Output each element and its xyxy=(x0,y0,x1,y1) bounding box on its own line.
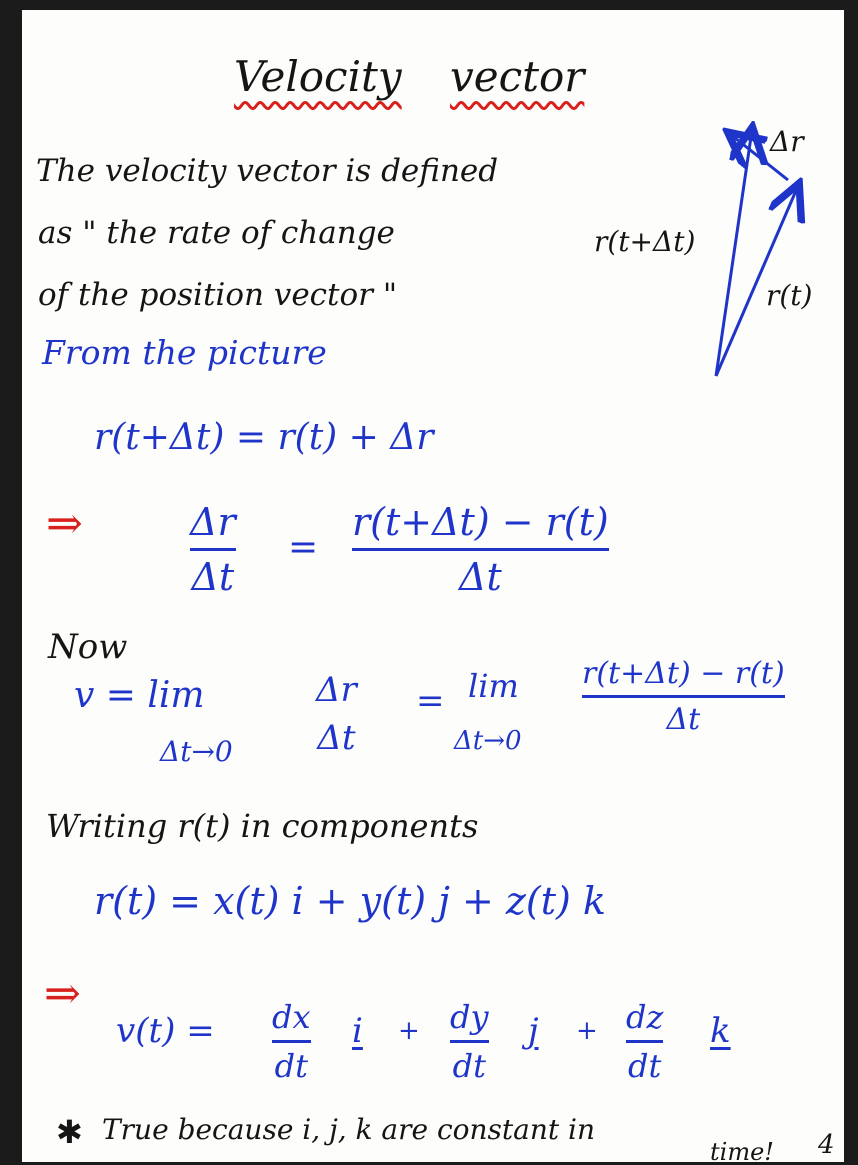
equation-position-sum: r(t+Δt) = r(t) + Δr xyxy=(94,417,434,458)
fraction-numerator: Δr xyxy=(316,670,357,710)
fraction-denominator: dt xyxy=(628,1047,662,1085)
unit-vector-j: j xyxy=(528,1011,539,1051)
definition-line-3: of the position vector " xyxy=(38,277,398,313)
fraction-denominator: dt xyxy=(452,1047,486,1085)
footnote-time-text: time! xyxy=(710,1138,774,1162)
title-word-velocity: Velocity xyxy=(234,52,402,101)
implies-arrow-2: ⇒ xyxy=(44,968,81,1019)
fraction-difference-over-delta-t xyxy=(352,500,609,599)
fraction-delta-r-over-delta-t xyxy=(190,500,236,599)
limit-subscript-2: Δt→0 xyxy=(454,726,522,756)
fraction-bar xyxy=(450,1040,489,1043)
footnote-text: True because i, j, k are constant in xyxy=(102,1113,596,1146)
fraction-numerator: Δr xyxy=(190,500,236,544)
lim-text-2: lim xyxy=(468,667,519,705)
notebook-page xyxy=(22,10,844,1162)
fraction-numerator: dx xyxy=(272,998,311,1036)
fraction-numerator: r(t+Δt) − r(t) xyxy=(352,500,609,544)
definition-line-2: as " the rate of change xyxy=(38,215,395,251)
fraction-bar xyxy=(626,1040,663,1043)
equals-sign-1: = xyxy=(288,527,319,568)
fraction-denominator: dt xyxy=(274,1047,308,1085)
limit-subscript-1: Δt→0 xyxy=(160,735,233,768)
implies-arrow-1: ⇒ xyxy=(46,498,83,549)
fraction-numerator: dy xyxy=(450,998,489,1036)
fraction-bar xyxy=(352,548,609,551)
equation-components: r(t) = x(t) i + y(t) j + z(t) k xyxy=(94,879,606,923)
fraction-delta-r-over-delta-t-2 xyxy=(316,670,357,758)
diagram-label-delta-r: Δr xyxy=(770,125,804,158)
velocity-lim-text: v = lim xyxy=(74,675,205,716)
fraction-bar xyxy=(272,1040,311,1043)
fraction-numerator: dz xyxy=(626,998,664,1036)
now-text: Now xyxy=(48,627,128,667)
fraction-bar xyxy=(190,548,236,551)
from-the-picture-text: From the picture xyxy=(42,333,327,372)
plus-sign-1: + xyxy=(398,1016,420,1046)
fraction-denominator: Δt xyxy=(459,555,502,599)
fraction-denominator: Δt xyxy=(191,555,235,599)
unit-vector-k: k xyxy=(710,1011,731,1051)
writing-components-text: Writing r(t) in components xyxy=(46,807,479,845)
fraction-denominator: Δt xyxy=(666,702,701,737)
asterisk-icon: ✱ xyxy=(56,1113,83,1151)
title-word-vector: vector xyxy=(450,52,585,101)
fraction-bar xyxy=(582,695,785,698)
fraction-dy-dt xyxy=(450,998,489,1085)
fraction-dx-dt xyxy=(272,998,311,1085)
unit-vector-i: i xyxy=(352,1011,363,1051)
definition-line-1: The velocity vector is defined xyxy=(36,153,499,189)
fraction-limit-difference xyxy=(582,656,785,737)
fraction-numerator: r(t+Δt) − r(t) xyxy=(582,656,785,691)
equals-sign-2: = xyxy=(416,681,445,721)
page-number: 4 xyxy=(818,1130,835,1160)
velocity-function-label: v(t) = xyxy=(116,1011,215,1051)
fraction-dz-dt xyxy=(626,998,663,1085)
fraction-denominator: Δt xyxy=(317,718,356,758)
plus-sign-2: + xyxy=(576,1016,598,1046)
vector-r-t-plus-dt-arrow xyxy=(716,130,752,376)
diagram-label-r-t-plus-dt: r(t+Δt) xyxy=(594,225,696,258)
diagram-label-r-t: r(t) xyxy=(766,279,813,312)
